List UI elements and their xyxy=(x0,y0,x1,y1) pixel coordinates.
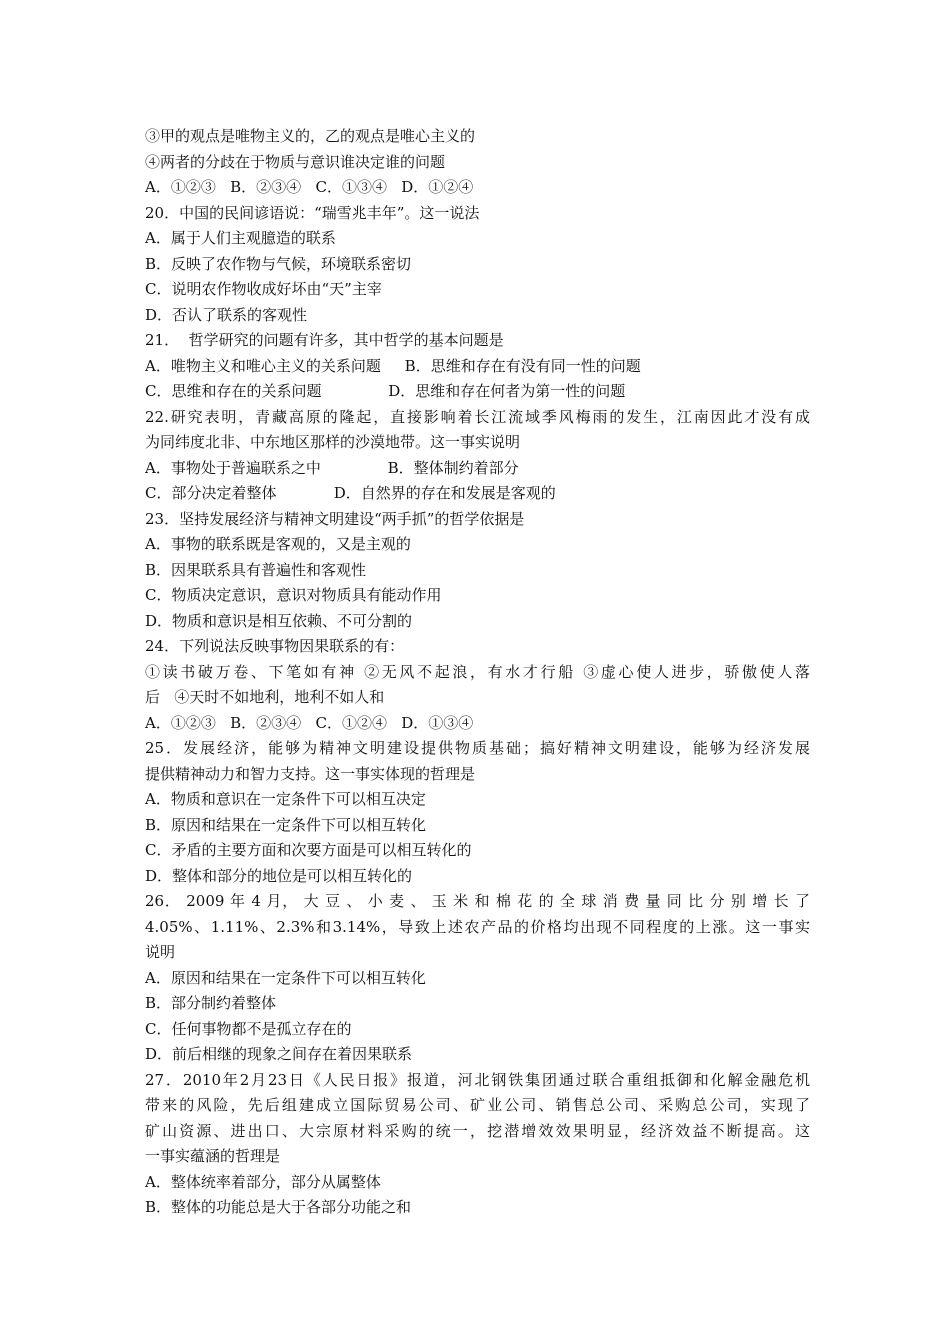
text-line: ③甲的观点是唯物主义的，乙的观点是唯心主义的 xyxy=(145,127,476,145)
option-line: C．矛盾的主要方面和次要方面是可以相互转化的 xyxy=(145,841,472,859)
question-22-stem: 22.研究表明，青藏高原的隆起，直接影响着长江流域季风梅雨的发生，江南因此才没有成 xyxy=(145,407,810,426)
question-22-stem-cont: 为同纬度北非、中东地区那样的沙漠地带。这一事实说明 xyxy=(145,433,521,451)
option-line: D．否认了联系的客观性 xyxy=(145,305,308,324)
option-line: A．属于人们主观臆造的联系 xyxy=(145,229,336,247)
option-line: A．事物处于普遍联系之中 B．整体制约着部分 xyxy=(145,458,519,477)
question-26-stem-end: 说明 xyxy=(145,943,176,961)
option-line: B．因果联系具有普遍性和客观性 xyxy=(145,560,367,579)
option-line: A．事物的联系既是客观的，又是主观的 xyxy=(145,535,411,553)
option-line: A．整体统率着部分，部分从属整体 xyxy=(145,1172,381,1191)
question-24-stem: 24．下列说法反映事物因果联系的有： xyxy=(145,637,405,655)
option-line: C．任何事物都不是孤立存在的 xyxy=(145,1019,352,1038)
question-23-stem: 23．坚持发展经济与精神文明建设“两手抓”的哲学依据是 xyxy=(145,509,525,528)
statement-line: 后 ④天时不如地利，地利不如人和 xyxy=(145,688,385,706)
option-line: C．说明农作物收成好坏由“天”主宰 xyxy=(145,280,382,298)
option-line: A．唯物主义和唯心主义的关系问题 B．思维和存在有没有同一性的问题 xyxy=(145,356,641,375)
answer-options-line: A．①②③ B．②③④ C．①②④ D．①③④ xyxy=(145,713,474,732)
question-26-stem-cont: 4.05%、1.11%、2.3%和3.14%，导致上述农产品的价格均出现不同程度的上涨。这一事实 xyxy=(145,917,810,936)
option-line: D．物质和意识是相互依赖、不可分割的 xyxy=(145,611,413,630)
question-20-stem: 20．中国的民间谚语说：“瑞雪兆丰年”。这一说法 xyxy=(145,203,480,222)
option-line: B．整体的功能总是大于各部分功能之和 xyxy=(145,1198,412,1216)
question-25-stem: 25．发展经济，能够为精神文明建设提供物质基础；搞好精神文明建设，能够为经济发展 xyxy=(145,739,810,757)
document-page xyxy=(145,124,810,1221)
option-line: A．原因和结果在一定条件下可以相互转化 xyxy=(145,968,426,987)
question-27-stem-end: 一事实蕴涵的哲理是 xyxy=(145,1147,281,1165)
question-26-stem: 26． 2009 年 4 月， 大 豆 、 小 麦 、 玉 米 和 棉 花 的 全 球 消 费 量 同 比 分 别 增 长 了 xyxy=(145,892,810,910)
question-27-stem: 27．2010年2月23日《人民日报》报道，河北钢铁集团通过联合重组抵御和化解金融危机 xyxy=(145,1070,810,1089)
option-line: D．整体和部分的地位是可以相互转化的 xyxy=(145,866,413,885)
option-line: C．物质决定意识，意识对物质具有能动作用 xyxy=(145,586,442,604)
answer-options-line: A．①②③ B．②③④ C．①③④ D．①②④ xyxy=(145,178,474,196)
question-27-stem-cont: 矿山资源、进出口、大宗原材料采购的统一，挖潜增效效果明显，经济效益不断提高。这 xyxy=(145,1121,810,1140)
question-21-stem: 21． 哲学研究的问题有许多，其中哲学的基本问题是 xyxy=(145,331,504,349)
option-line: C．思维和存在的关系问题 D．思维和存在何者为第一性的问题 xyxy=(145,382,626,400)
question-27-stem-cont: 带来的风险，先后组建成立国际贸易公司、矿业公司、销售总公司、采购总公司，实现了 xyxy=(145,1096,810,1114)
option-line: C．部分决定着整体 D．自然界的存在和发展是客观的 xyxy=(145,484,556,502)
option-line: A．物质和意识在一定条件下可以相互决定 xyxy=(145,790,426,808)
option-line: B．部分制约着整体 xyxy=(145,994,277,1012)
option-line: D．前后相继的现象之间存在着因果联系 xyxy=(145,1045,413,1063)
question-25-stem-cont: 提供精神动力和智力支持。这一事实体现的哲理是 xyxy=(145,764,476,783)
option-line: B．原因和结果在一定条件下可以相互转化 xyxy=(145,815,427,834)
option-line: B．反映了农作物与气候，环境联系密切 xyxy=(145,254,412,273)
text-line: ④两者的分歧在于物质与意识谁决定谁的问题 xyxy=(145,152,446,171)
statement-line: ①读书破万卷、下笔如有神 ②无风不起浪，有水才行船 ③虚心使人进步，骄傲使人落 xyxy=(145,662,810,681)
